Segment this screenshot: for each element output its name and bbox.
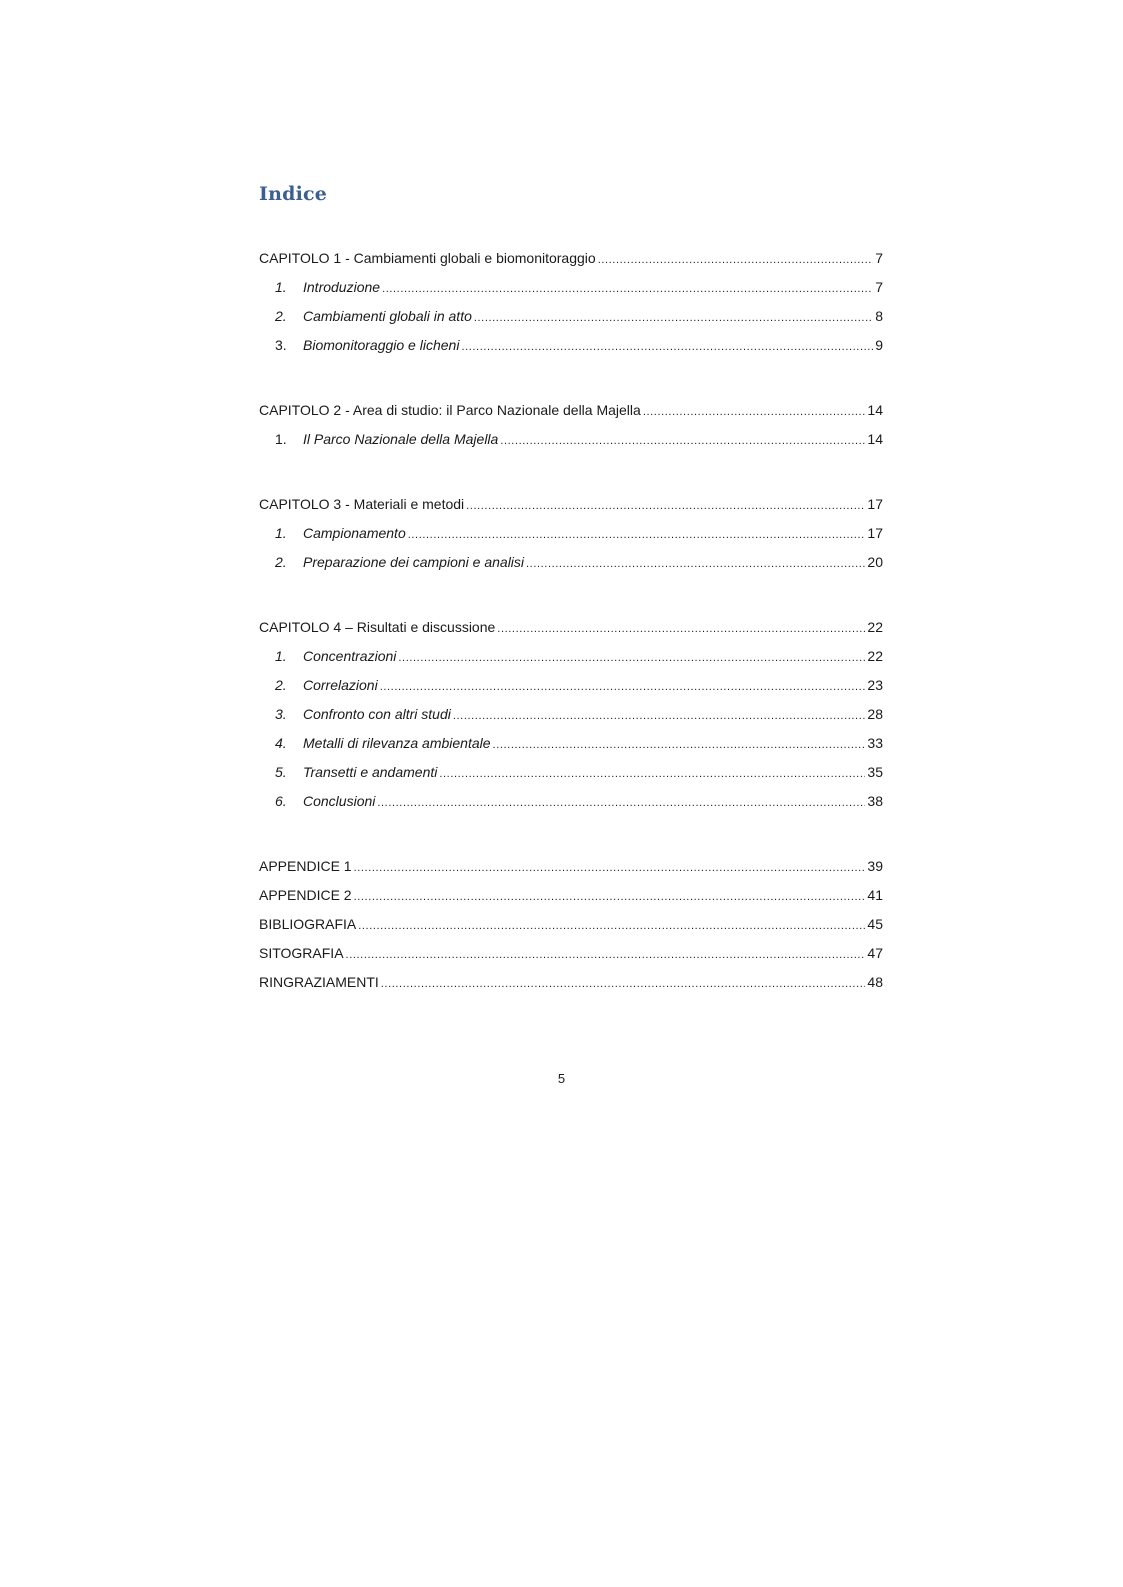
toc-page-number: 22 <box>867 648 883 664</box>
toc-item-label: Concentrazioni <box>303 648 397 664</box>
toc-item-number: 5. <box>275 764 287 780</box>
toc-page-number: 41 <box>867 887 883 903</box>
dot-leader <box>346 943 866 965</box>
toc-item-label: Conclusioni <box>303 793 376 809</box>
dot-leader <box>466 494 865 516</box>
toc-back-label: APPENDICE 2 <box>259 887 352 903</box>
toc-page-number: 48 <box>867 974 883 990</box>
toc-item-label: Metalli di rilevanza ambientale <box>303 735 491 751</box>
toc-page-number: 35 <box>867 764 883 780</box>
dot-leader <box>497 617 865 639</box>
toc-back-label: APPENDICE 1 <box>259 858 352 874</box>
toc-item-4-4[interactable] <box>259 733 883 753</box>
toc-back-label: BIBLIOGRAFIA <box>259 916 357 932</box>
toc-item-label: Introduzione <box>303 279 381 295</box>
toc-item-label: Il Parco Nazionale della Majella <box>303 431 499 447</box>
toc-page-number: 39 <box>867 858 883 874</box>
toc-item-label: Cambiamenti globali in atto <box>303 308 472 324</box>
toc-item-4-1[interactable] <box>259 646 883 666</box>
toc-page-number: 38 <box>867 793 883 809</box>
toc-chapter-1[interactable] <box>259 248 883 268</box>
toc-page-number: 20 <box>867 554 883 570</box>
dot-leader <box>500 429 865 451</box>
toc-page-number: 22 <box>867 619 883 635</box>
dot-leader <box>380 675 866 697</box>
toc-page-number: 8 <box>875 308 883 324</box>
dot-leader <box>377 791 865 813</box>
toc-item-label: Biomonitoraggio e licheni <box>303 337 460 353</box>
dot-leader <box>526 552 865 574</box>
toc-page-number: 17 <box>867 525 883 541</box>
toc-item-number: 1. <box>275 525 287 541</box>
toc-item-3-1[interactable] <box>259 523 883 543</box>
toc-item-4-5[interactable] <box>259 762 883 782</box>
toc-item-label: Campionamento <box>303 525 406 541</box>
dot-leader <box>643 400 866 422</box>
dot-leader <box>453 704 866 726</box>
toc-item-number: 3. <box>275 337 287 353</box>
toc-sitografia[interactable] <box>259 943 883 963</box>
toc-item-number: 6. <box>275 793 287 809</box>
toc-page-number: 45 <box>867 916 883 932</box>
toc-item-2-1[interactable] <box>259 429 883 449</box>
toc-chapter-4[interactable] <box>259 617 883 637</box>
toc-ringraziamenti[interactable] <box>259 972 883 992</box>
dot-leader <box>382 277 873 299</box>
toc-item-label: Confronto con altri studi <box>303 706 451 722</box>
toc-appendix-1[interactable] <box>259 856 883 876</box>
toc-page-number: 47 <box>867 945 883 961</box>
toc-page-number: 28 <box>867 706 883 722</box>
toc-chapter-label: CAPITOLO 4 – Risultati e discussione <box>259 619 496 635</box>
toc-back-label: RINGRAZIAMENTI <box>259 974 379 990</box>
toc-item-1-1[interactable] <box>259 277 883 297</box>
toc-item-1-3[interactable] <box>259 335 883 355</box>
toc-item-4-3[interactable] <box>259 704 883 724</box>
dot-leader <box>354 856 866 878</box>
toc-page-number: 7 <box>875 250 883 266</box>
toc-bibliografia[interactable] <box>259 914 883 934</box>
toc-item-number: 4. <box>275 735 287 751</box>
toc-page-number: 17 <box>867 496 883 512</box>
toc-item-4-6[interactable] <box>259 791 883 811</box>
dot-leader <box>493 733 866 755</box>
dot-leader <box>381 972 866 994</box>
dot-leader <box>474 306 873 328</box>
toc-item-number: 2. <box>275 554 287 570</box>
dot-leader <box>461 335 873 357</box>
toc-page-number: 23 <box>867 677 883 693</box>
toc-item-number: 1. <box>275 648 287 664</box>
dot-leader <box>358 914 865 936</box>
toc-item-3-2[interactable] <box>259 552 883 572</box>
toc-item-number: 2. <box>275 308 287 324</box>
toc-item-number: 2. <box>275 677 287 693</box>
toc-item-number: 3. <box>275 706 287 722</box>
toc-chapter-label: CAPITOLO 1 - Cambiamenti globali e biomonitoraggio <box>259 250 596 266</box>
toc-item-1-2[interactable] <box>259 306 883 326</box>
toc-page-number: 9 <box>875 337 883 353</box>
dot-leader <box>354 885 866 907</box>
toc-page-number: 14 <box>867 402 883 418</box>
toc-chapter-label: CAPITOLO 2 - Area di studio: il Parco Nazionale della Majella <box>259 402 641 418</box>
dot-leader <box>408 523 866 545</box>
toc-page-number: 7 <box>875 279 883 295</box>
toc-appendix-2[interactable] <box>259 885 883 905</box>
toc-page-number: 33 <box>867 735 883 751</box>
toc-page-number: 14 <box>867 431 883 447</box>
toc-item-label: Transetti e andamenti <box>303 764 438 780</box>
dot-leader <box>598 248 874 270</box>
toc-item-4-2[interactable] <box>259 675 883 695</box>
page-title: Indice <box>259 183 328 205</box>
toc-chapter-label: CAPITOLO 3 - Materiali e metodi <box>259 496 465 512</box>
toc-back-label: SITOGRAFIA <box>259 945 344 961</box>
toc-item-label: Correlazioni <box>303 677 378 693</box>
toc-item-number: 1. <box>275 431 287 447</box>
toc-item-label: Preparazione dei campioni e analisi <box>303 554 525 570</box>
dot-leader <box>398 646 865 668</box>
toc-item-number: 1. <box>275 279 287 295</box>
toc-chapter-2[interactable] <box>259 400 883 420</box>
page-number: 5 <box>557 1071 566 1086</box>
toc-chapter-3[interactable] <box>259 494 883 514</box>
dot-leader <box>439 762 865 784</box>
